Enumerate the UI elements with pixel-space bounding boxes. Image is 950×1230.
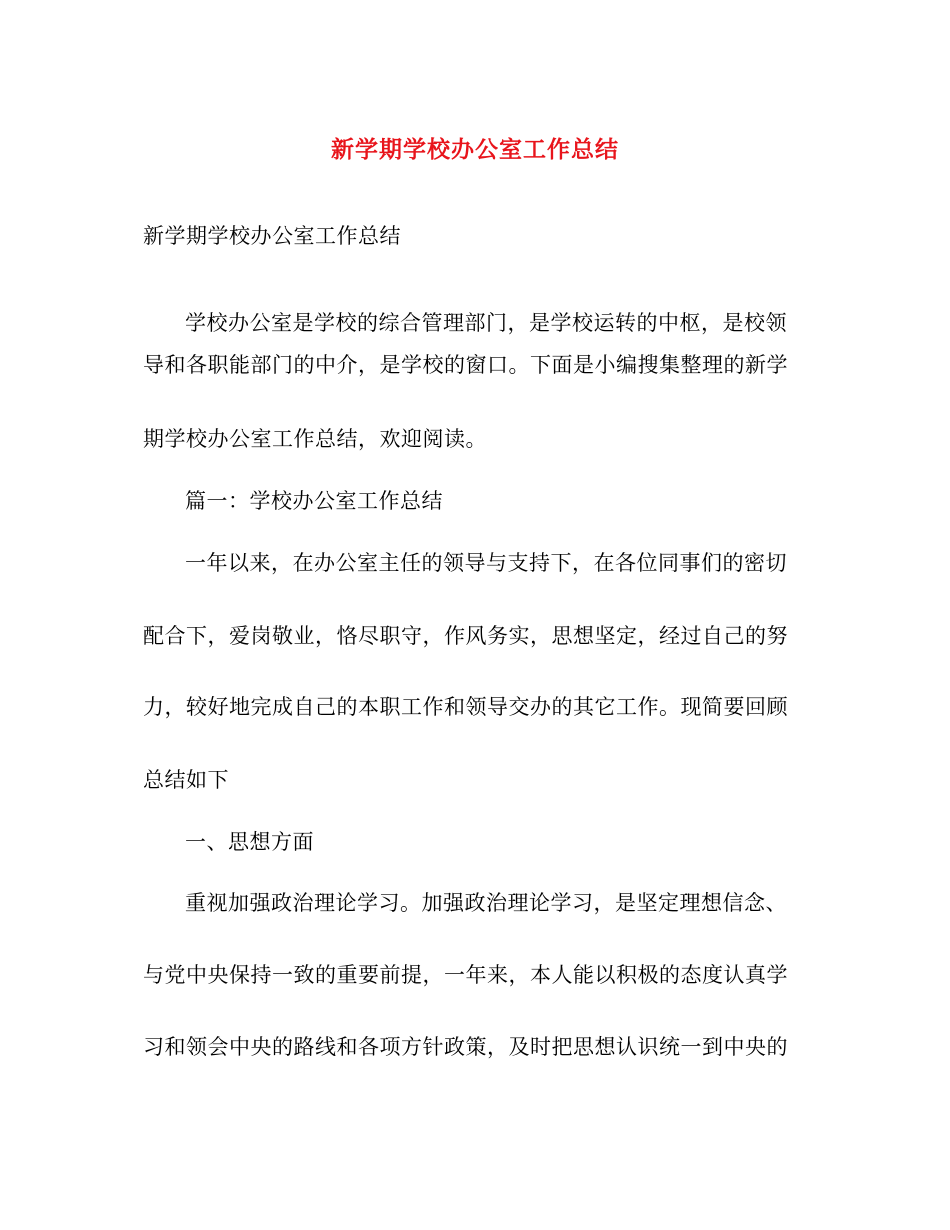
paragraph-line: 一年以来，在办公室主任的领导与支持下，在各位同事们的密切 bbox=[185, 551, 787, 575]
paragraph-line: 习和领会中央的路线和各项方针政策，及时把思想认识统一到中央的 bbox=[143, 1035, 788, 1059]
paragraph-line: 总结如下 bbox=[143, 768, 229, 792]
subtitle-line: 新学期学校办公室工作总结 bbox=[143, 224, 401, 248]
paragraph-line: 学校办公室是学校的综合管理部门，是学校运转的中枢，是校领 bbox=[185, 311, 787, 335]
document-title: 新学期学校办公室工作总结 bbox=[331, 136, 619, 163]
paragraph-line: 导和各职能部门的中介，是学校的窗口。下面是小编搜集整理的新学 bbox=[143, 353, 788, 377]
section-heading: 篇一：学校办公室工作总结 bbox=[185, 489, 443, 513]
paragraph-line: 配合下，爱岗敬业，恪尽职守，作风务实，思想坚定，经过自己的努 bbox=[143, 624, 788, 648]
paragraph-line: 重视加强政治理论学习。加强政治理论学习，是坚定理想信念、 bbox=[185, 891, 787, 915]
paragraph-line: 期学校办公室工作总结，欢迎阅读。 bbox=[143, 427, 487, 451]
section-heading: 一、思想方面 bbox=[185, 830, 314, 854]
paragraph-line: 与党中央保持一致的重要前提，一年来，本人能以积极的态度认真学 bbox=[143, 963, 788, 987]
paragraph-line: 力，较好地完成自己的本职工作和领导交办的其它工作。现简要回顾 bbox=[143, 695, 788, 719]
